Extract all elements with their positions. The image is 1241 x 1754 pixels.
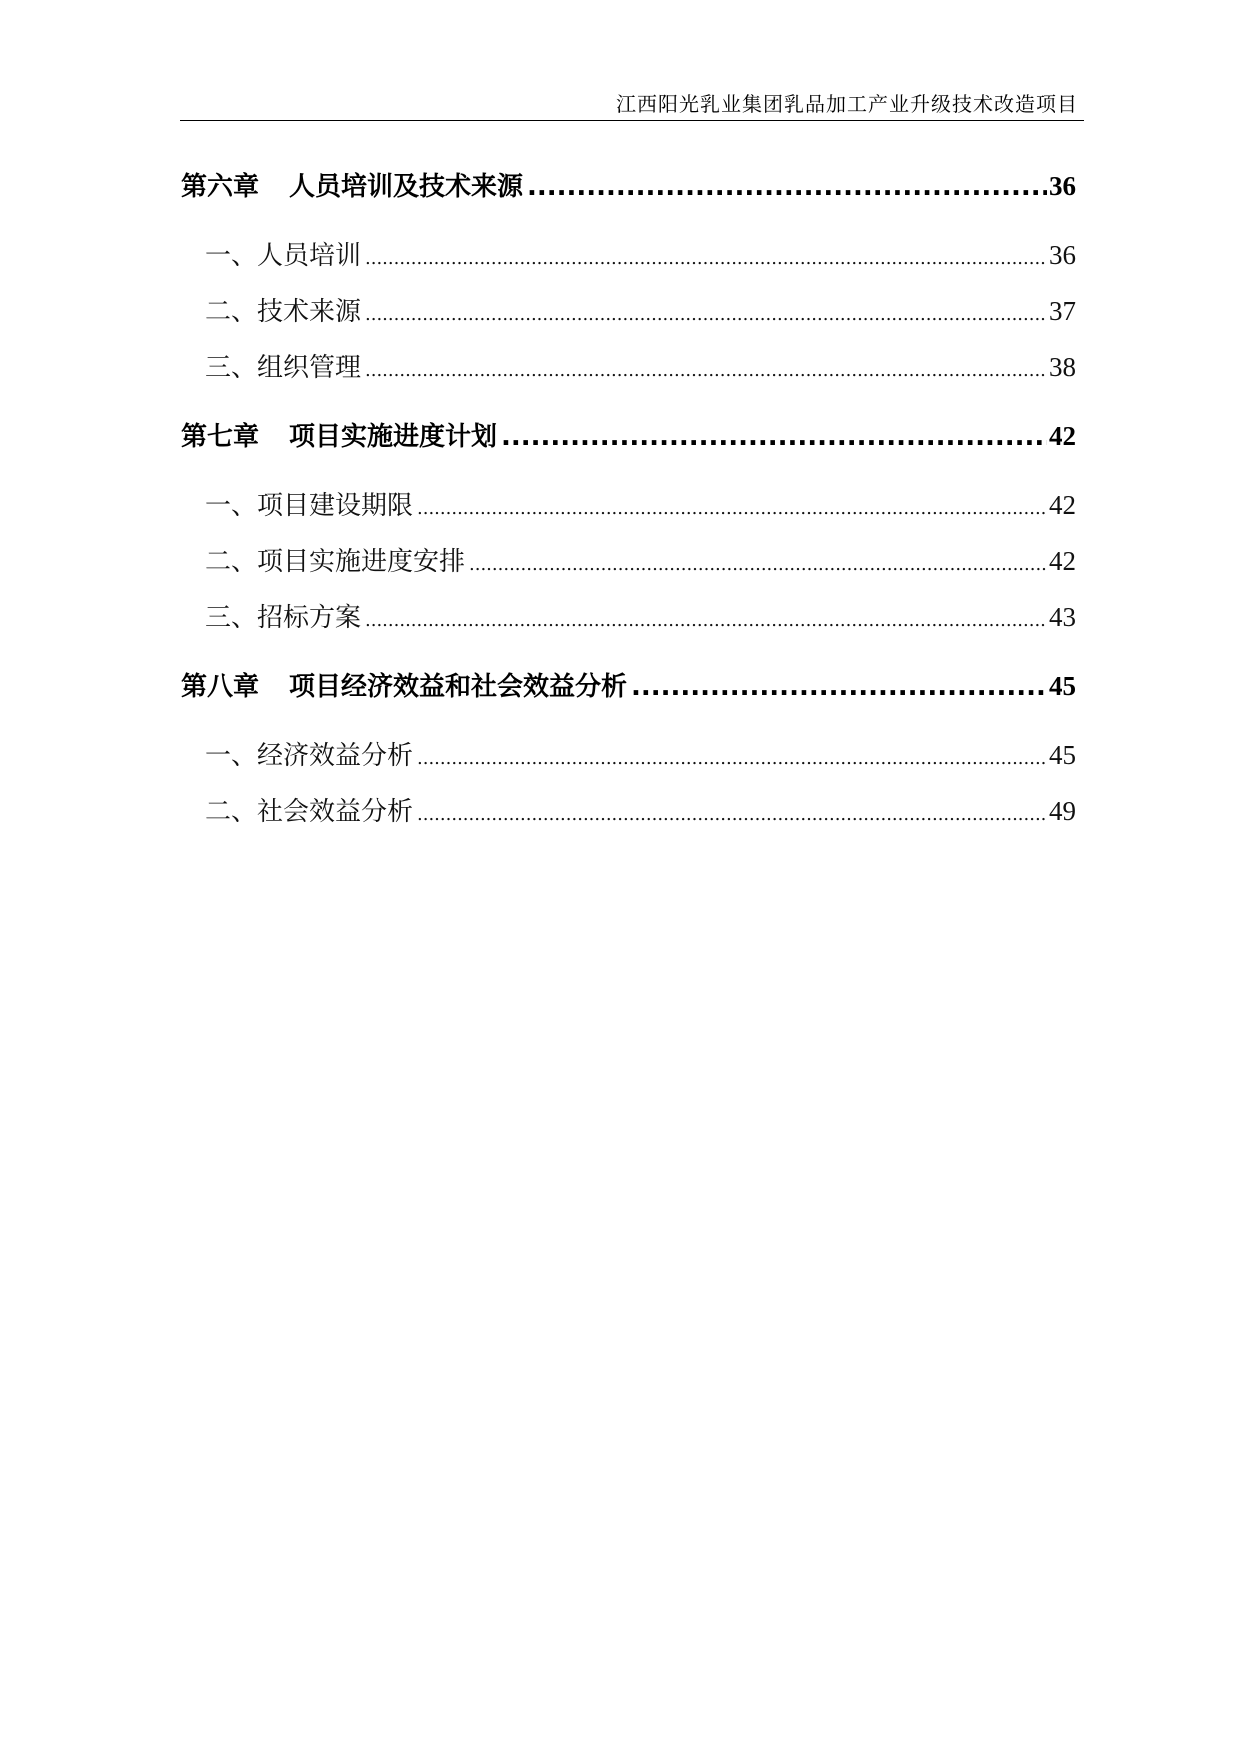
page-number: 36 — [1049, 240, 1076, 270]
document-header-title: 江西阳光乳业集团乳品加工产业升级技术改造项目 — [616, 92, 1078, 116]
section-title: 一、人员培训 — [205, 241, 362, 271]
section-title: 二、技术来源 — [205, 297, 362, 327]
chapter-number: 第六章 — [181, 172, 260, 202]
chapter-title: 项目实施进度计划 — [289, 422, 498, 452]
section-title: 三、招标方案 — [205, 603, 362, 633]
chapter-title: 项目经济效益和社会效益分析 — [289, 672, 628, 702]
toc-section[interactable] — [205, 235, 1076, 272]
dot-leader — [469, 547, 1047, 577]
dot-leader — [365, 353, 1047, 383]
toc-section[interactable] — [205, 791, 1076, 828]
page-number: 38 — [1049, 352, 1076, 382]
dot-leader — [417, 491, 1047, 521]
page-number: 45 — [1049, 671, 1076, 701]
page-number: 49 — [1049, 796, 1076, 826]
dot-leader — [527, 172, 1047, 202]
chapter-number: 第八章 — [181, 672, 260, 702]
toc-chapter-6[interactable] — [181, 166, 1076, 203]
section-title: 二、社会效益分析 — [205, 797, 414, 827]
chapter-title: 人员培训及技术来源 — [289, 172, 524, 202]
toc-section[interactable] — [205, 485, 1076, 522]
dot-leader — [365, 241, 1047, 271]
page-number: 37 — [1049, 296, 1076, 326]
section-title: 三、组织管理 — [205, 353, 362, 383]
toc-section[interactable] — [205, 347, 1076, 384]
dot-leader — [365, 297, 1047, 327]
dot-leader — [365, 603, 1047, 633]
section-title: 一、经济效益分析 — [205, 741, 414, 771]
page-number: 43 — [1049, 602, 1076, 632]
toc-section[interactable] — [205, 291, 1076, 328]
page-number: 45 — [1049, 740, 1076, 770]
chapter-number: 第七章 — [181, 422, 260, 452]
toc-section[interactable] — [205, 597, 1076, 634]
page-number: 42 — [1049, 421, 1076, 451]
page-number: 42 — [1049, 490, 1076, 520]
toc-section[interactable] — [205, 735, 1076, 772]
dot-leader — [631, 672, 1047, 702]
toc-chapter-8[interactable] — [181, 666, 1076, 703]
page-header — [180, 84, 1084, 121]
dot-leader — [501, 422, 1047, 452]
dot-leader — [417, 797, 1047, 827]
section-title: 二、项目实施进度安排 — [205, 547, 466, 577]
page-number: 42 — [1049, 546, 1076, 576]
toc-chapter-7[interactable] — [181, 416, 1076, 453]
dot-leader — [417, 741, 1047, 771]
section-title: 一、项目建设期限 — [205, 491, 414, 521]
toc-section[interactable] — [205, 541, 1076, 578]
page-number: 36 — [1049, 171, 1076, 201]
